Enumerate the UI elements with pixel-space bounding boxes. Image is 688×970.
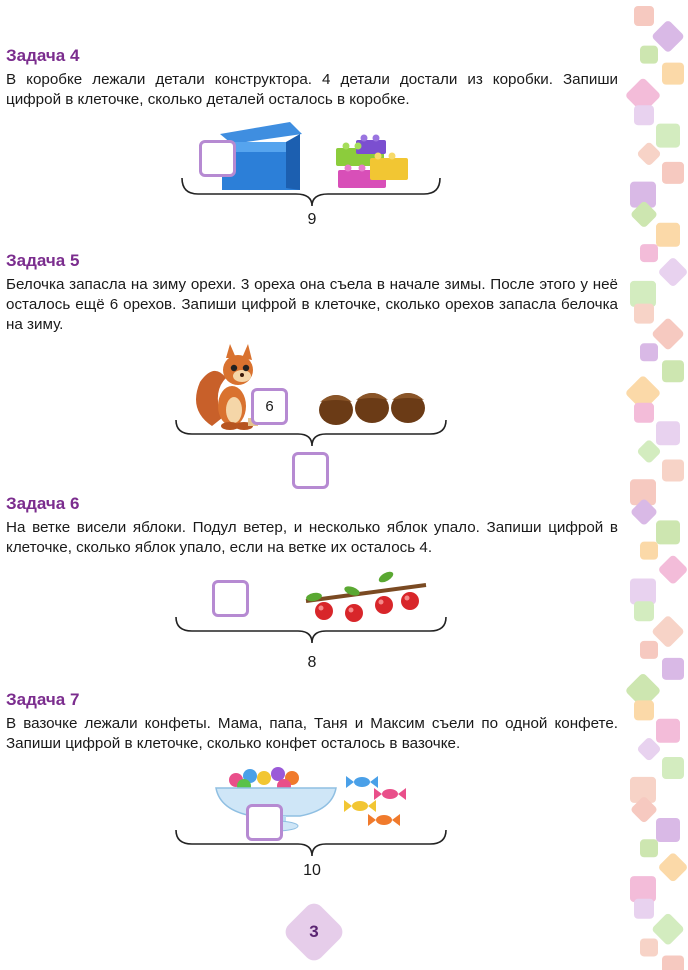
task-7-illustration [0,760,688,888]
decorative-square [634,304,654,324]
apple-branch-image [305,570,426,622]
task-4-text: В коробке лежали детали конструктора. 4 детали достали из коробки. Запиши цифрой в клеточке, сколько деталей осталось в коробке. [6,71,618,108]
task-6 [6,494,618,558]
decorative-square [640,938,658,956]
task-7-title: Задача 7 [6,690,80,709]
task-6-total: 8 [307,654,317,671]
task-6-answer-box[interactable] [212,580,249,617]
task-5-text: Белочка запасла на зиму орехи. 3 ореха она съела в начале зимы. После этого у неё осталось ещё 6 орехов. Запиши цифрой в клеточке, сколько орехов запасла белочка на зиму. [6,276,618,333]
curly-brace [176,420,446,446]
decorative-square [662,955,684,970]
task-4 [6,46,618,110]
task-5 [6,251,618,335]
decorative-square [640,542,658,560]
page-number: 3 [309,922,319,941]
task-6-text: На ветке висели яблоки. Подул ветер, и несколько яблок упало. Запиши цифрой в клеточке, сколько яблок упало, если на ветке их осталось 4. [6,519,618,556]
page-number-badge [279,897,349,967]
task-5-answer-box[interactable] [292,452,329,489]
decorative-square [634,899,654,919]
task-4-total: 9 [307,211,317,228]
task-4-illustration [0,112,688,237]
task-5-box-six: 6 [251,388,288,425]
decorative-square [634,6,654,26]
task-7-text: В вазочке лежали конфеты. Мама, папа, Таня и Максим съели по одной конфете. Запиши цифрой в клеточке, сколько конфет осталось в вазочке. [6,715,618,752]
squirrel-image [196,344,258,430]
task-5-illustration [0,340,688,495]
task-7-answer-box[interactable] [246,804,283,841]
task-4-title: Задача 4 [6,46,80,65]
decorative-square [656,520,680,544]
task-7 [6,690,618,754]
decorative-square [640,244,658,262]
task-4-answer-box[interactable] [199,140,236,177]
decorative-square [662,63,684,85]
decorative-square [634,700,654,720]
task-7-total: 10 [303,862,321,879]
curly-brace [176,830,446,856]
task-5-title: Задача 5 [6,251,80,270]
hazelnuts-image [319,393,425,425]
task-6-title: Задача 6 [6,494,80,513]
decorative-square [656,719,680,743]
decorative-square [657,256,688,287]
construction-bricks-image [336,135,408,189]
decorative-square [640,46,658,64]
task-6-illustration [0,565,688,675]
curly-brace [182,178,440,206]
curly-brace [176,617,446,643]
decorative-square [630,281,656,307]
candies-image [344,776,406,826]
